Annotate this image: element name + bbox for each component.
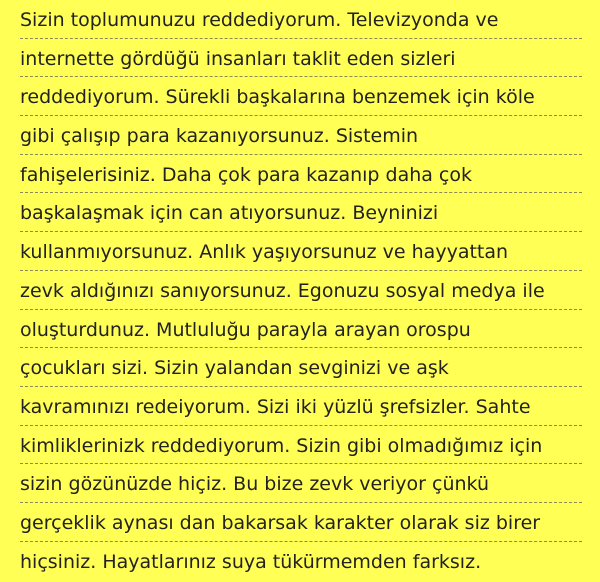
note-line: kimliklerinizk reddediyorum. Sizin gibi olmadığımız için bbox=[20, 426, 582, 465]
note-line: kavramınızı redeiyorum. Sizi iki yüzlü şrefsizler. Sahte bbox=[20, 387, 582, 426]
note-line: oluşturdunuz. Mutluluğu parayla arayan orospu bbox=[20, 310, 582, 349]
note-line: gerçeklik aynası dan bakarsak karakter olarak siz birer bbox=[20, 503, 582, 542]
note-line: Sizin toplumunuzu reddediyorum. Televizyonda ve bbox=[20, 0, 582, 39]
note-line: reddediyorum. Sürekli başkalarına benzemek için köle bbox=[20, 77, 582, 116]
note-line: hiçsiniz. Hayatlarınız suya tükürmemden farksız. bbox=[20, 550, 482, 573]
note-line: başkalaşmak için can atıyorsunuz. Beyninizi bbox=[20, 193, 582, 232]
note-line: gibi çalışıp para kazanıyorsunuz. Sistemin bbox=[20, 116, 582, 155]
note-line: zevk aldığınızı sanıyorsunuz. Egonuzu sosyal medya ile bbox=[20, 271, 582, 310]
note-line: kullanmıyorsunuz. Anlık yaşıyorsunuz ve hayyattan bbox=[20, 232, 582, 271]
note-line: fahişelerisiniz. Daha çok para kazanıp daha çok bbox=[20, 155, 582, 194]
note-line: internette gördüğü insanları taklit eden sizleri bbox=[20, 39, 582, 78]
note-line: sizin gözünüzde hiçiz. Bu bize zevk veriyor çünkü bbox=[20, 464, 582, 503]
note-line: çocukları sizi. Sizin yalandan sevginizi ve aşk bbox=[20, 348, 582, 387]
note-lines bbox=[20, 0, 582, 580]
